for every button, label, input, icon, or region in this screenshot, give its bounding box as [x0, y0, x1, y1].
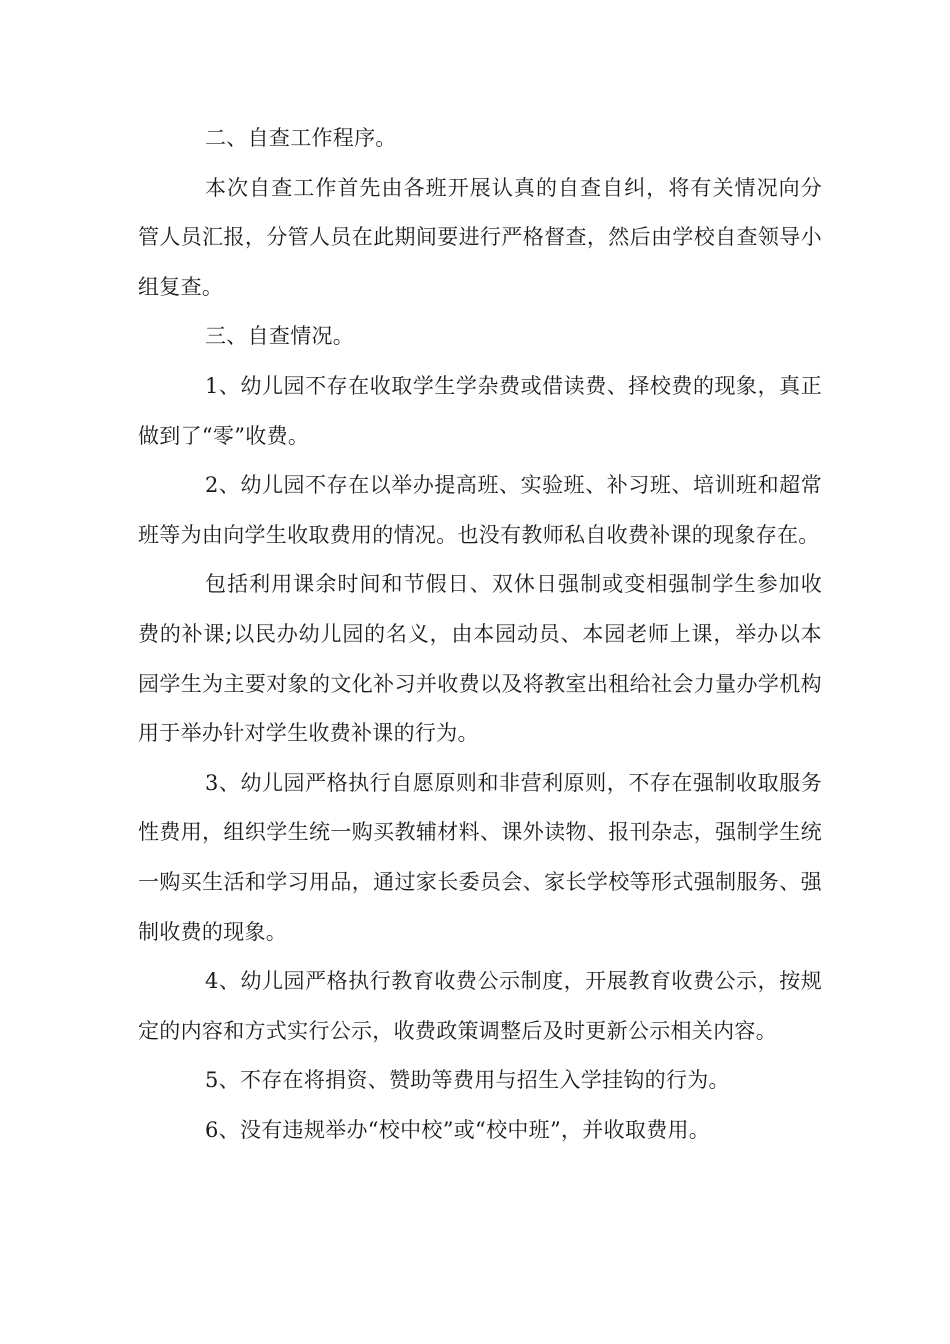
finding-item-4: 4、幼儿园严格执行教育收费公示制度，开展教育收费公示，按规定的内容和方式实行公示，收费政策调整后及时更新公示相关内容。 [138, 969, 822, 1043]
document-body [138, 114, 822, 1155]
section-heading-findings: 三、自查情况。 [205, 324, 355, 349]
finding-item-6: 6、没有违规举办“校中校”或“校中班”，并收取费用。 [205, 1117, 711, 1142]
finding-item-5: 5、不存在将捐资、赞助等费用与招生入学挂钩的行为。 [205, 1068, 730, 1093]
paragraph-procedure: 本次自查工作首先由各班开展认真的自查自纠，将有关情况向分管人员汇报，分管人员在此期间要进行严格督查，然后由学校自查领导小组复查。 [138, 175, 822, 299]
finding-item-2: 2、幼儿园不存在以举办提高班、实验班、补习班、培训班和超常班等为由向学生收取费用的情况。也没有教师私自收费补课的现象存在。 [138, 473, 822, 547]
finding-item-2-detail: 包括利用课余时间和节假日、双休日强制或变相强制学生参加收费的补课;以民办幼儿园的名义，由本园动员、本园老师上课，举办以本园学生为主要对象的文化补习并收费以及将教室出租给社会力量办学机构用于举办针对学生收费补课的行为。 [138, 572, 822, 746]
section-heading-procedure: 二、自查工作程序。 [205, 126, 397, 150]
finding-item-1: 1、幼儿园不存在收取学生学杂费或借读费、择校费的现象，真正做到了“零”收费。 [138, 373, 822, 448]
finding-item-3: 3、幼儿园严格执行自愿原则和非营利原则，不存在强制收取服务性费用，组织学生统一购买教辅材料、课外读物、报刊杂志，强制学生统一购买生活和学习用品，通过家长委员会、家长学校等形式强制服务、强制收费的现象。 [138, 770, 822, 944]
